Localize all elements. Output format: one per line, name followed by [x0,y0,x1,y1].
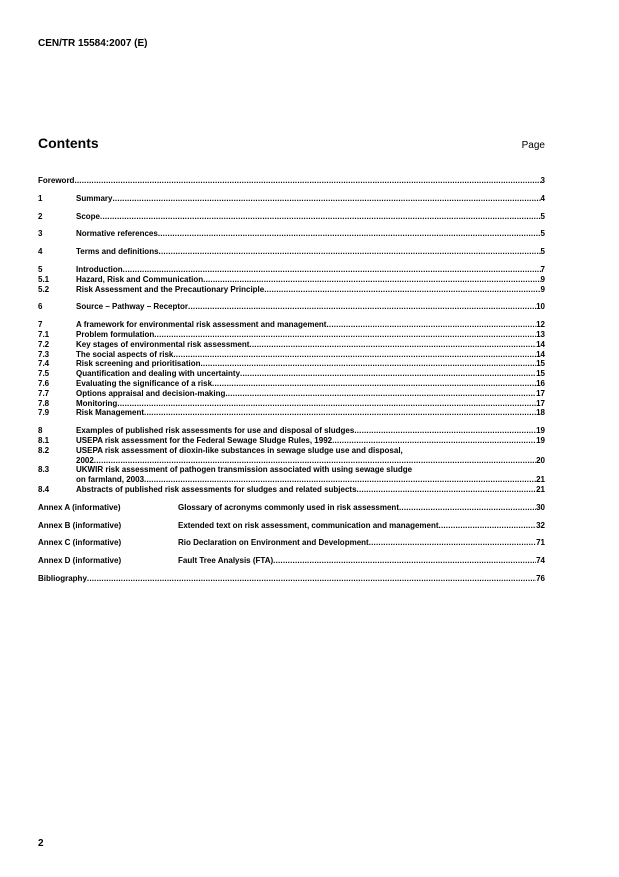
toc-entry-title: USEPA risk assessment for the Federal Sewage Sludge Rules, 1992 [76,435,333,445]
dot-leader [158,229,541,239]
toc-entry-title: Hazard, Risk and Communication [76,274,204,284]
toc-entry-title: Source – Pathway – Receptor [76,302,189,312]
dot-leader [264,285,540,295]
toc-entry-title: Options appraisal and decision-making [76,388,226,398]
toc-entry-key-stages[interactable] [38,340,545,350]
dot-leader [399,503,536,513]
toc-annex-label: Annex C (informative) [38,538,122,548]
toc-annex-label: Annex D (informative) [38,556,122,566]
toc-page-number: 15 [536,359,545,369]
page-column-label: Page [521,140,545,151]
toc-entry-terms-and-definitions[interactable] [38,247,545,257]
toc-entry-title: Quantification and dealing with uncertainty [76,369,241,379]
toc-page-number: 5 [540,229,545,239]
toc-entry-title: A framework for environmental risk assessment and management [76,320,327,330]
toc-entry-title: Scope [76,211,101,221]
toc-entry-number: 7.5 [38,369,50,379]
toc-entry-bibliography[interactable] [38,574,545,584]
dot-leader [249,340,536,350]
toc-entry-annex-b[interactable] [38,521,545,531]
dot-leader [354,426,536,436]
contents-title: Contents [38,135,99,151]
dot-leader [87,574,536,584]
table-of-contents [38,176,545,584]
toc-page-number: 19 [536,426,545,436]
toc-entry-risk-management[interactable] [38,408,545,418]
toc-entry-precautionary-principle[interactable] [38,285,545,295]
toc-page-number: 5 [540,247,545,257]
toc-entry-annex-a[interactable] [38,503,545,513]
toc-page-number: 19 [536,435,545,445]
toc-entry-source-pathway-receptor[interactable] [38,302,545,312]
toc-entry-number: 7.9 [38,408,50,418]
toc-entry-usepa-dioxin[interactable] [38,446,545,466]
toc-entry-number: 7.8 [38,398,50,408]
toc-entry-title: Key stages of environmental risk assessment [76,339,250,349]
toc-entry-title: Foreword [38,176,75,185]
dot-leader [203,275,540,285]
toc-entry-number: 2 [38,211,43,221]
toc-page-number: 21 [536,475,545,485]
dot-leader [117,399,536,409]
dot-leader [225,389,536,399]
toc-entry-number: 8.4 [38,484,50,494]
toc-entry-number: 5.1 [38,274,50,284]
toc-entry-number: 5.2 [38,284,50,294]
toc-page-number: 10 [536,302,545,312]
toc-entry-monitoring[interactable] [38,399,545,409]
toc-entry-number: 8 [38,426,43,436]
toc-entry-annex-d[interactable] [38,556,545,566]
toc-page-number: 17 [536,398,545,408]
toc-entry-options-appraisal[interactable] [38,389,545,399]
page-number: 2 [38,838,44,849]
toc-entry-title: Fault Tree Analysis (FTA) [178,556,274,566]
toc-entry-number: 5 [38,264,43,274]
toc-entry-title: Summary [76,193,113,203]
toc-entry-summary[interactable] [38,194,545,204]
toc-entry-risk-screening[interactable] [38,359,545,369]
toc-page-number: 21 [536,484,545,494]
dot-leader [94,456,536,466]
toc-page-number: 16 [536,378,545,388]
toc-entry-number: 7.1 [38,329,50,339]
toc-annex-label: Annex B (informative) [38,520,122,530]
toc-entry-introduction[interactable] [38,265,545,275]
toc-page-number: 15 [536,369,545,379]
toc-page-number: 3 [540,176,545,185]
toc-entry-framework[interactable] [38,320,545,330]
dot-leader [123,265,541,275]
toc-entry-number: 7.4 [38,359,50,369]
dot-leader [144,475,536,485]
toc-page-number: 32 [536,520,545,530]
dot-leader [357,485,537,495]
dot-leader [112,194,540,204]
dot-leader [369,538,536,548]
toc-entry-hazard-risk-communication[interactable] [38,275,545,285]
toc-entry-title: Terms and definitions [76,247,159,257]
toc-entry-ukwir[interactable] [38,465,545,485]
toc-page-number: 9 [540,284,545,294]
toc-entry-number: 8.3 [38,465,50,475]
toc-entry-title: Examples of published risk assessments for use and disposal of sludges [76,426,355,436]
toc-entry-usepa-1992[interactable] [38,436,545,446]
toc-entry-title: Introduction [76,264,123,274]
toc-annex-label: Annex A (informative) [38,502,121,512]
toc-entry-examples[interactable] [38,426,545,436]
toc-entry-number: 3 [38,229,43,239]
dot-leader [326,320,536,330]
toc-entry-evaluating-significance[interactable] [38,379,545,389]
toc-entry-number: 7.3 [38,349,50,359]
toc-page-number: 74 [536,556,545,566]
toc-entry-normative-references[interactable] [38,229,545,239]
dot-leader [240,369,536,379]
toc-entry-title: on farmland, 2003 [76,475,145,485]
dot-leader [100,212,541,222]
toc-entry-number: 6 [38,302,43,312]
toc-entry-quantification[interactable] [38,369,545,379]
toc-page-number: 14 [536,349,545,359]
toc-entry-title: Glossary of acronyms commonly used in risk assessment [178,502,399,512]
toc-page-number: 71 [536,538,545,548]
dot-leader [159,247,541,257]
dot-leader [144,408,536,418]
toc-entry-title: Risk Management [76,408,145,418]
toc-page-number: 17 [536,388,545,398]
toc-entry-title: Evaluating the significance of a risk [76,378,213,388]
toc-page-number: 18 [536,408,545,418]
dot-leader [200,359,536,369]
toc-entry-number: 7.6 [38,378,50,388]
toc-entry-number: 4 [38,247,43,257]
toc-entry-title: Risk Assessment and the Precautionary Principle [76,284,265,294]
toc-entry-title: Extended text on risk assessment, communication and management [178,520,439,530]
toc-entry-problem-formulation[interactable] [38,330,545,340]
toc-entry-title: Risk screening and prioritisation [76,359,201,369]
toc-entry-foreword[interactable] [38,176,545,186]
toc-page-number: 9 [540,274,545,284]
dot-leader [273,556,536,566]
toc-entry-title: Rio Declaration on Environment and Development [178,538,369,548]
toc-entry-title: Monitoring [76,398,118,408]
toc-page-number: 30 [536,502,545,512]
toc-entry-number: 1 [38,193,43,203]
toc-entry-title: Abstracts of published risk assessments for sludges and related subjects [76,484,357,494]
toc-page-number: 5 [540,211,545,221]
toc-page-number: 20 [536,455,545,465]
toc-entry-title: Normative references [76,229,158,239]
dot-leader [332,436,536,446]
toc-entry-title: 2002 [76,455,94,465]
toc-entry-title: Problem formulation [76,329,155,339]
dot-leader [188,302,536,312]
toc-entry-number: 7.2 [38,339,50,349]
toc-entry-number: 7.7 [38,388,50,398]
toc-entry-social-aspects[interactable] [38,350,545,360]
toc-page-number: 76 [536,573,545,583]
dot-leader [173,350,536,360]
toc-entry-number: 7 [38,320,43,330]
dot-leader [439,521,537,531]
toc-entry-annex-c[interactable] [38,538,545,548]
toc-page-number: 14 [536,339,545,349]
toc-entry-scope[interactable] [38,212,545,222]
toc-entry-abstracts[interactable] [38,485,545,495]
toc-page-number: 13 [536,329,545,339]
toc-page-number: 12 [536,320,545,330]
toc-entry-title-line: USEPA risk assessment of dioxin-like substances in sewage sludge use and disposal, [76,445,403,455]
toc-entry-title-line: UKWIR risk assessment of pathogen transmission associated with using sewage sludge [76,465,413,475]
document-id-header: CEN/TR 15584:2007 (E) [38,38,148,49]
dot-leader [154,330,536,340]
toc-entry-number: 8.2 [38,445,50,455]
toc-page-number: 4 [540,193,545,203]
toc-page-number: 7 [540,264,545,274]
dot-leader [74,176,540,186]
toc-entry-number: 8.1 [38,435,50,445]
toc-entry-title: The social aspects of risk [76,349,174,359]
toc-entry-title: Bibliography [38,573,87,583]
dot-leader [212,379,536,389]
